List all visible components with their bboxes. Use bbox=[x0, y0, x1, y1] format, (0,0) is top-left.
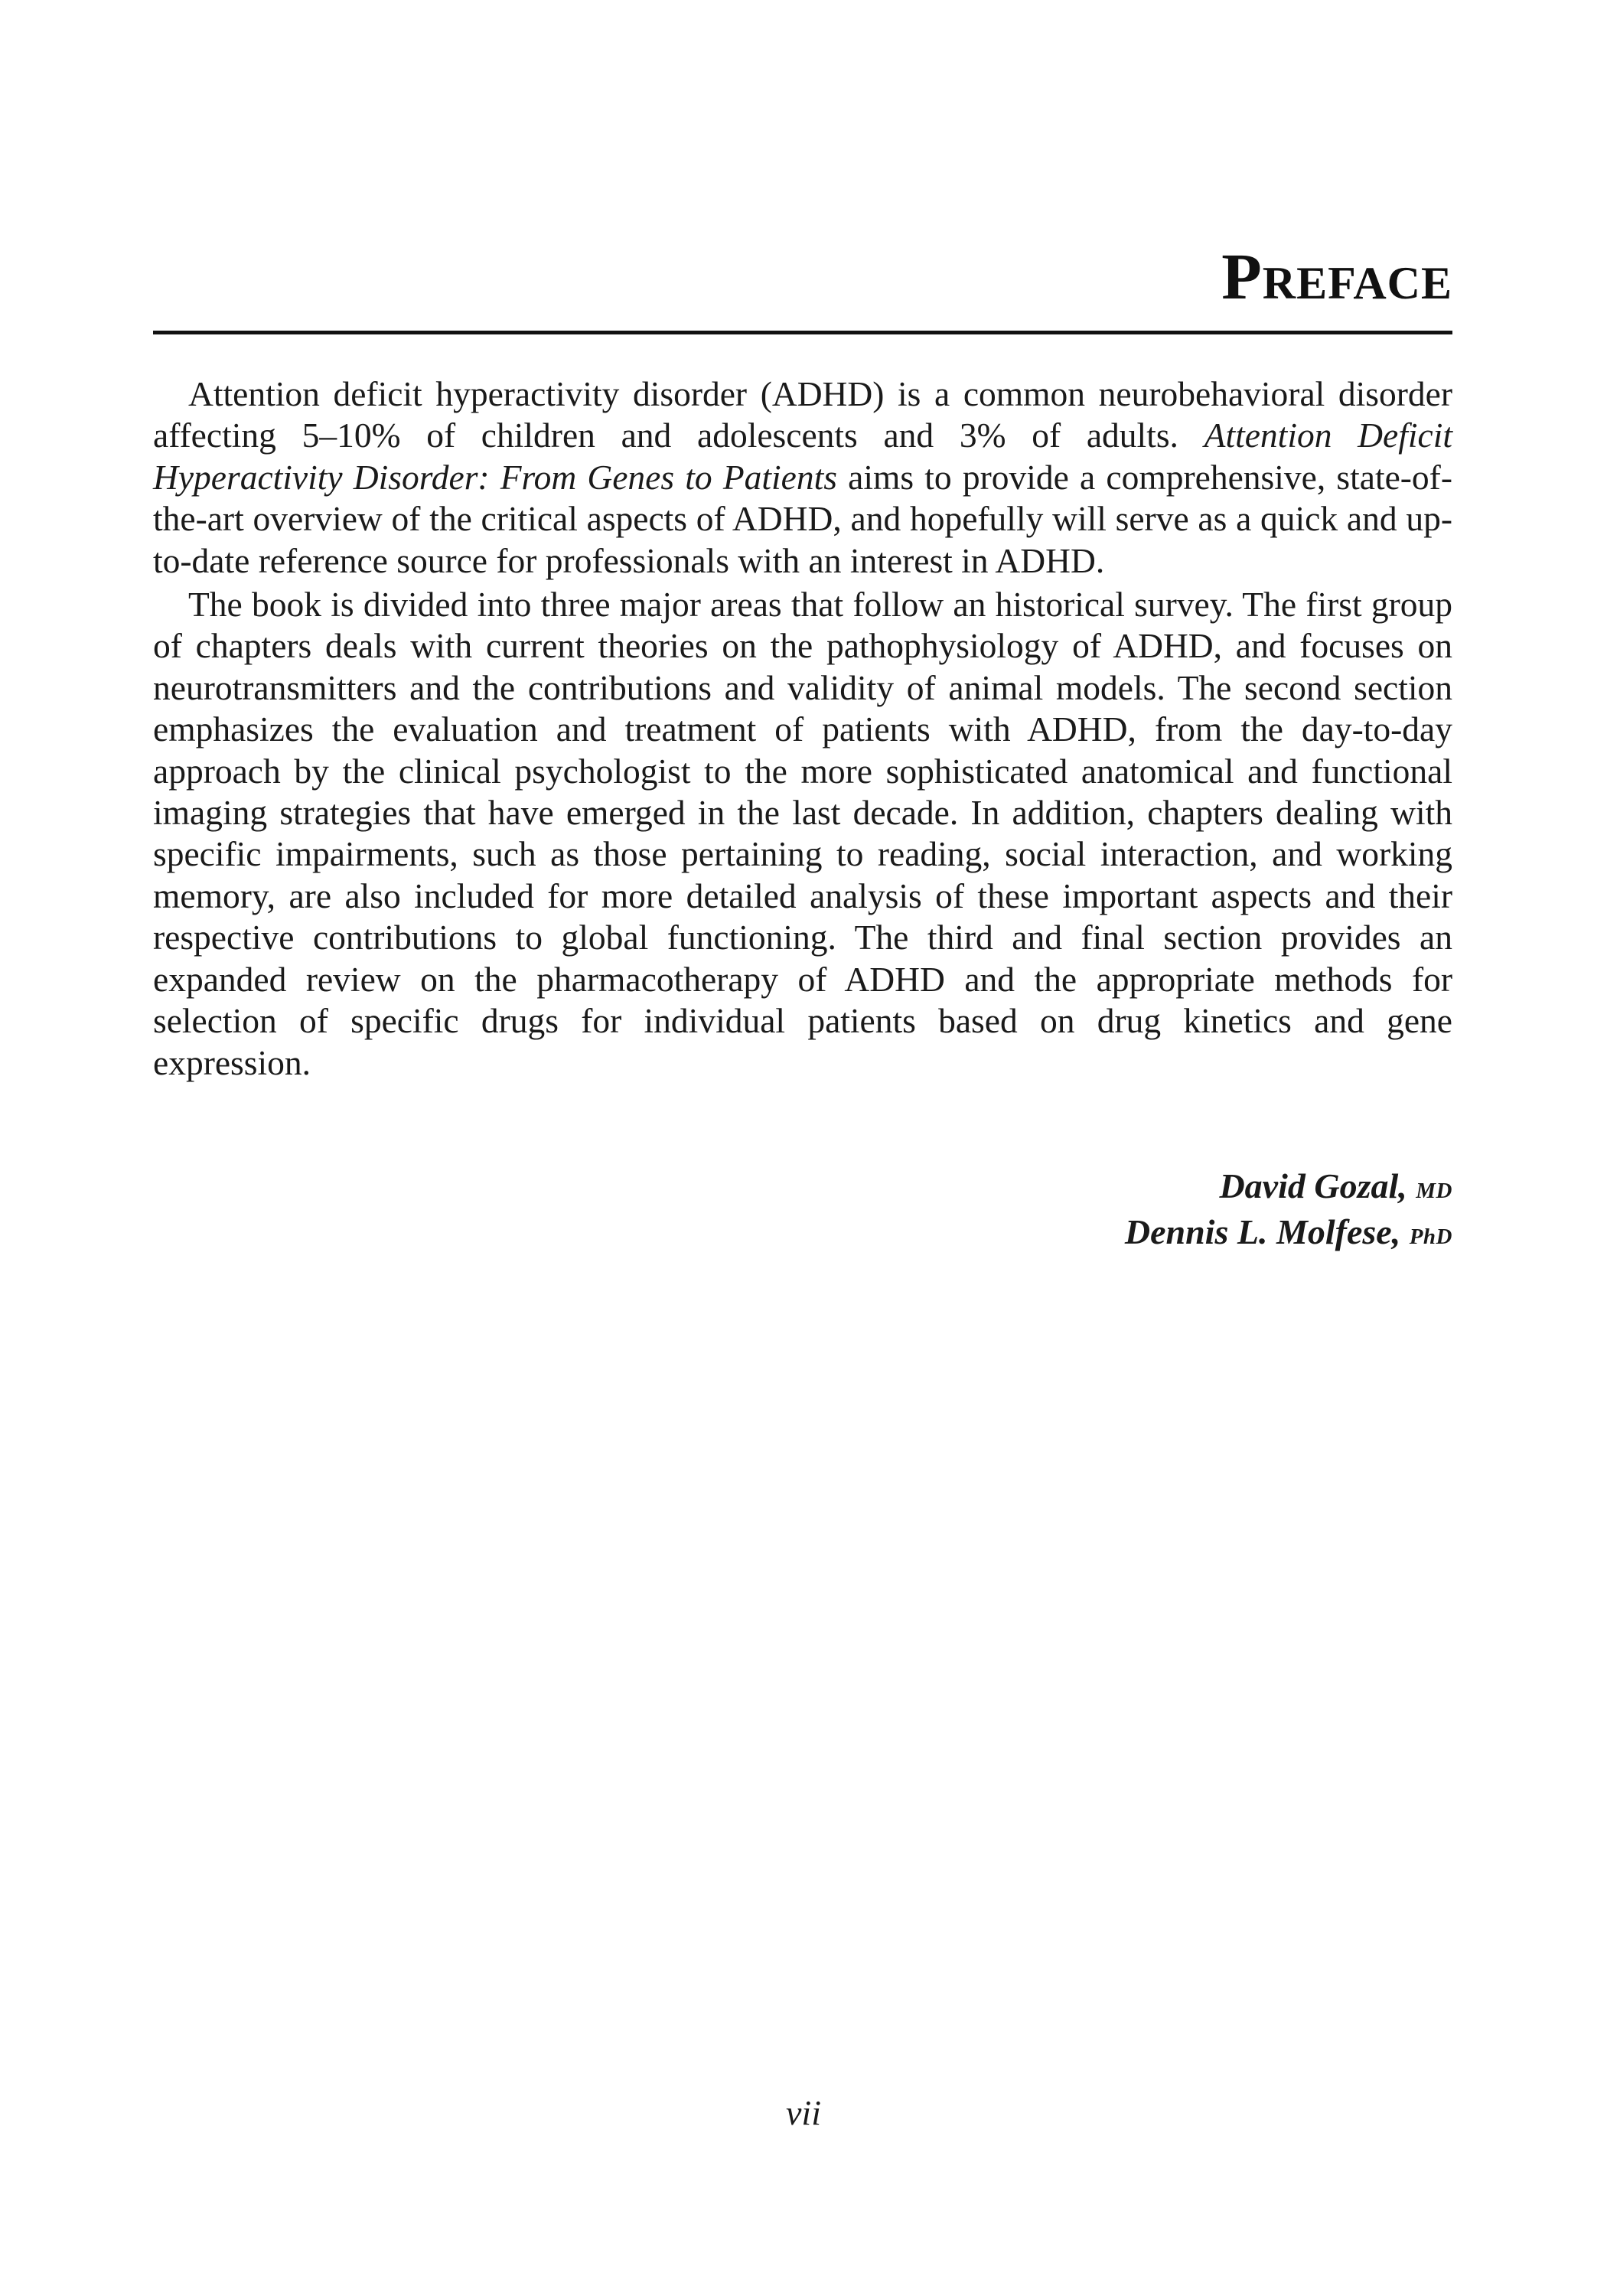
heading-rule bbox=[153, 331, 1452, 334]
signature-2 bbox=[153, 1212, 1452, 1257]
signature-1-name: David Gozal, bbox=[1219, 1166, 1407, 1205]
paragraph-1-rest: aims to provide a comprehensive, state-of-the-art overview of the critical aspects of ADHD, and hopefully will serve as a quick and up-to-date reference source for professionals with an interest in ADHD. bbox=[153, 457, 1452, 580]
signature-block bbox=[153, 1166, 1452, 1257]
signature-2-name: Dennis L. Molfese, bbox=[1124, 1212, 1401, 1251]
page-title: Preface bbox=[1221, 240, 1452, 313]
signature-1 bbox=[153, 1166, 1452, 1212]
book-title: Attention Deficit Hyperactivity Disorder: From Genes to Patients bbox=[153, 416, 1452, 497]
signature-2-degree: PhD bbox=[1409, 1225, 1452, 1249]
preface-body bbox=[153, 373, 1452, 1084]
signature-1-degree: MD bbox=[1416, 1179, 1452, 1203]
page-number: vii bbox=[786, 2093, 821, 2132]
paragraph-1-intro: Attention deficit hyperactivity disorder (ADHD) is a common neurobehavioral disorder affecting 5–10% of children and adolescents and 3% of adults. bbox=[153, 374, 1452, 455]
paragraph-2: The book is divided into three major areas that follow an historical survey. The first group of chapters deals with current theories on the pathophysiology of ADHD, and focuses on neurotransmitters and the contributions and validity of animal models. The second section emphasizes the evaluation and treatment of patients with ADHD, from the day-to-day approach by the clinical psychologist to the more sophisticated anatomical and functional imaging strategies that have emerged in the last decade. In addition, chapters dealing with specific impairments, such as those pertaining to reading, social interaction, and working memory, are also included for more detailed analysis of these important aspects and their respective contributions to global functioning. The third and final section provides an expanded review on the pharmacotherapy of ADHD and the appropriate methods for selection of specific drugs for individual patients based on drug kinetics and gene expression. bbox=[153, 585, 1452, 1082]
paragraph-1 bbox=[153, 373, 1452, 582]
